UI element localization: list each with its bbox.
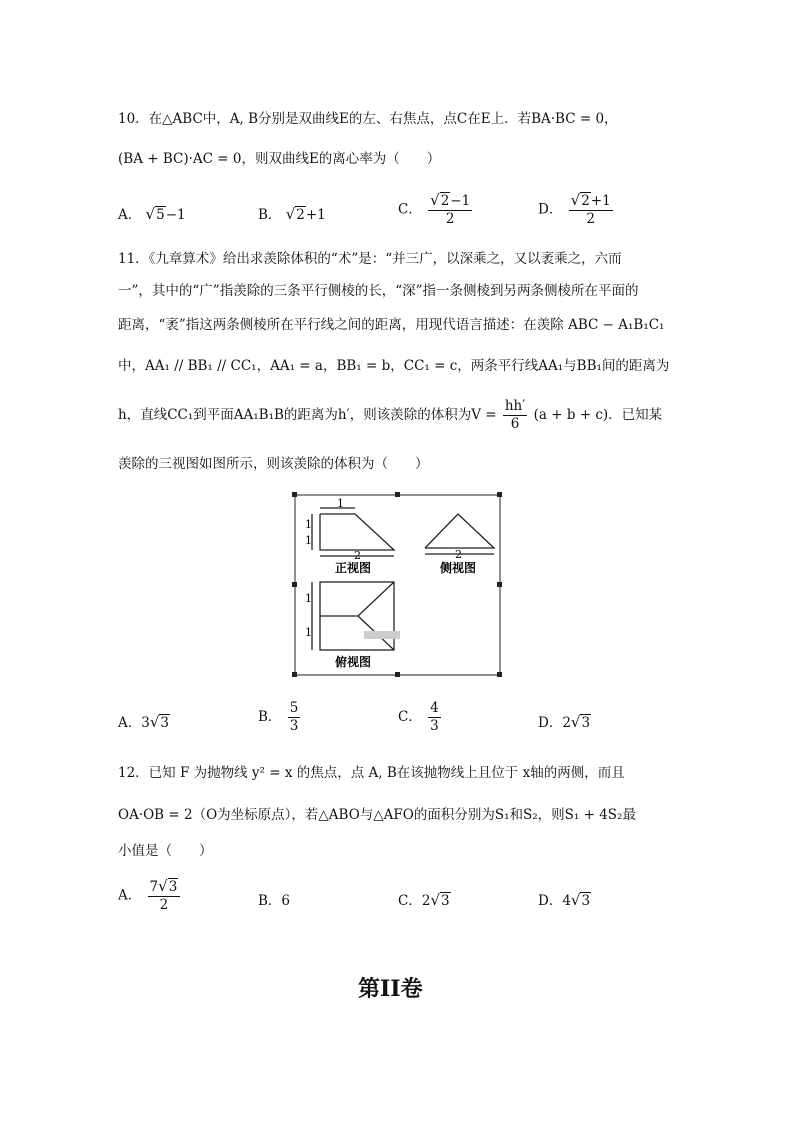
sqrt-expression: √3: [430, 891, 450, 909]
q12-line1: 12．已知 F 为抛物线 y² = x 的焦点，点 A, B在该抛物线上且位于 x轴的两侧，而且: [118, 765, 625, 781]
top-side-dim-1: 1: [305, 592, 312, 605]
q12-option-c[interactable]: C．2√3: [398, 891, 450, 909]
figure-frame: [295, 495, 500, 675]
q12-line2: OA·OB = 2（O为坐标原点），若△ABO与△AFO的面积分别为S₁和S₂，则S₁ + 4S₂最: [118, 807, 636, 823]
q10-option-d[interactable]: [538, 192, 615, 228]
option-label: C．: [398, 201, 422, 218]
sqrt-expression: √3: [149, 713, 169, 731]
q12-line3: 小值是（ ）: [118, 843, 213, 859]
q12-option-a[interactable]: A． $\frac{7√3}{2}$: [118, 878, 182, 914]
q11-line6: 羡除的三视图如图所示，则该羡除的体积为（ ）: [118, 456, 429, 472]
sqrt-expression: √2: [285, 205, 305, 223]
front-top-dim: 1: [337, 497, 344, 510]
q11-option-b[interactable]: B． $\frac{5}{3}$: [258, 700, 299, 734]
front-base-dim: 2: [354, 549, 361, 562]
q11-line5: h，直线CC₁到平面AA₁B₁B的距离为h′，则该羡除的体积为V = $\frac{hh'}{6}$ (a + b + c)．已知某: [118, 398, 663, 432]
top-view-label: 俯视图: [335, 655, 372, 669]
side-base-dim: 2: [455, 548, 462, 561]
side-view-label: 侧视图: [440, 561, 477, 575]
fraction: $\frac{7√3}{2}$: [148, 878, 181, 914]
three-view-figure: [290, 490, 512, 682]
q10-option-a[interactable]: A． √5−1: [118, 205, 186, 223]
sqrt-expression: √3: [570, 891, 591, 909]
sqrt-expression: √5: [145, 205, 165, 223]
q10-option-c[interactable]: [398, 192, 474, 228]
q11-line3: 距离，“袤”指这两条侧棱所在平行线之间的距离，用现代语言描述：在羡除 ABC − A₁B₁C₁: [118, 317, 665, 333]
q10-option-b[interactable]: B． √2+1: [258, 205, 326, 223]
fraction: $\frac{5}{3}$: [289, 700, 299, 734]
front-view-label: 正视图: [335, 561, 372, 575]
q12-option-b[interactable]: B．6: [258, 893, 291, 909]
top-side-dim-2: 1: [305, 626, 312, 639]
blurred-mark: [364, 631, 400, 639]
q11-option-c[interactable]: C． $\frac{4}{3}$: [398, 700, 439, 734]
fraction: $\frac{√2+1}{2}$: [570, 191, 611, 227]
option-label: D．: [538, 201, 563, 218]
fraction: $\frac{√2-1}{2}$: [430, 191, 471, 227]
q12-option-d[interactable]: D．4√3: [538, 891, 591, 909]
q10-line2: (BA + BC)·AC = 0，则双曲线E的离心率为（ ）: [118, 151, 441, 167]
fraction: $\frac{4}{3}$: [430, 700, 439, 734]
front-side-dim-1: 1: [305, 518, 312, 531]
q10-line1: 10．在△ABC中，A, B分别是双曲线E的左、右焦点，点C在E上．若BA·BC = 0，: [118, 111, 618, 127]
fraction: $\frac{hh'}{6}$: [504, 398, 526, 432]
option-label: B．: [258, 207, 282, 223]
q11-line1: 11．《九章算术》给出求羡除体积的“术”是：“并三广，以深乘之，又以袤乘之，六而: [118, 251, 622, 267]
q11-option-d[interactable]: D．2√3: [538, 713, 591, 731]
sqrt-expression: √3: [570, 713, 591, 731]
front-side-dim-2: 1: [305, 534, 312, 547]
q11-line2: 一”，其中的“广”指羡除的三条平行侧棱的长，“深”指一条侧棱到另两条侧棱所在平面的: [118, 283, 639, 299]
section-title: 第II卷: [358, 976, 423, 1002]
q11-line4: 中，AA₁ // BB₁ // CC₁，AA₁ = a，BB₁ = b，CC₁ = c，两条平行线AA₁与BB₁间的距离为: [118, 358, 670, 374]
q11-option-a[interactable]: A．3√3: [118, 713, 169, 731]
option-label: A．: [118, 207, 142, 223]
